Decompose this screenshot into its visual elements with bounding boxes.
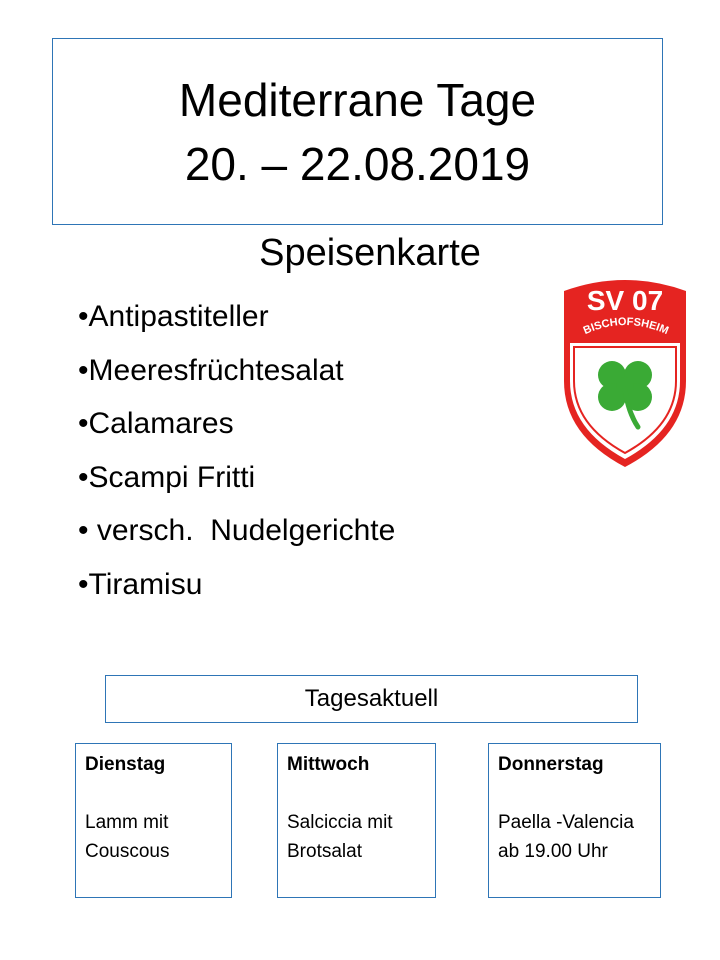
day-box-donnerstag (488, 743, 661, 898)
day-box-dienstag (75, 743, 232, 898)
menu-item-label: Calamares (88, 407, 234, 440)
menu-item-label: Meeresfrüchtesalat (88, 353, 344, 387)
bullet-icon: • (78, 353, 89, 387)
list-item (78, 397, 395, 451)
menu-item-label: Antipastiteller (88, 300, 269, 333)
bullet-icon: • (78, 460, 89, 494)
menu-item-label: versch. Nudelgerichte (88, 514, 396, 547)
logo-subtitle: BISCHOFSHEIM (581, 315, 671, 338)
bullet-icon: • (78, 300, 89, 333)
list-item (78, 451, 395, 505)
list-item (78, 504, 395, 558)
club-logo (554, 277, 696, 469)
bullet-icon: • (78, 514, 89, 547)
menu-item-label: Scampi Fritti (88, 460, 256, 494)
list-item (78, 290, 395, 344)
event-dates: 20. – 22.08.2019 (184, 137, 531, 190)
logo-name: SV 07 (586, 285, 664, 316)
menu-heading: Speisenkarte (259, 232, 481, 274)
day-dish: Paella -Valencia ab 19.00 Uhr (498, 812, 634, 862)
day-dish: Salciccia mit Brotsalat (287, 812, 393, 862)
event-title: Mediterrane Tage (178, 73, 537, 126)
bullet-icon: • (78, 567, 89, 601)
day-box-mittwoch (277, 743, 436, 898)
title-box (52, 38, 663, 225)
day-name: Dienstag (85, 754, 166, 775)
day-name: Donnerstag (498, 754, 604, 775)
bullet-icon: • (78, 407, 89, 440)
list-item (78, 558, 395, 612)
list-item (78, 344, 395, 398)
daily-specials-heading: Tagesaktuell (105, 675, 638, 723)
menu-item-label: Tiramisu (88, 567, 203, 601)
day-name: Mittwoch (287, 754, 370, 775)
menu-list (78, 290, 395, 611)
day-dish: Lamm mit Couscous (85, 812, 170, 862)
